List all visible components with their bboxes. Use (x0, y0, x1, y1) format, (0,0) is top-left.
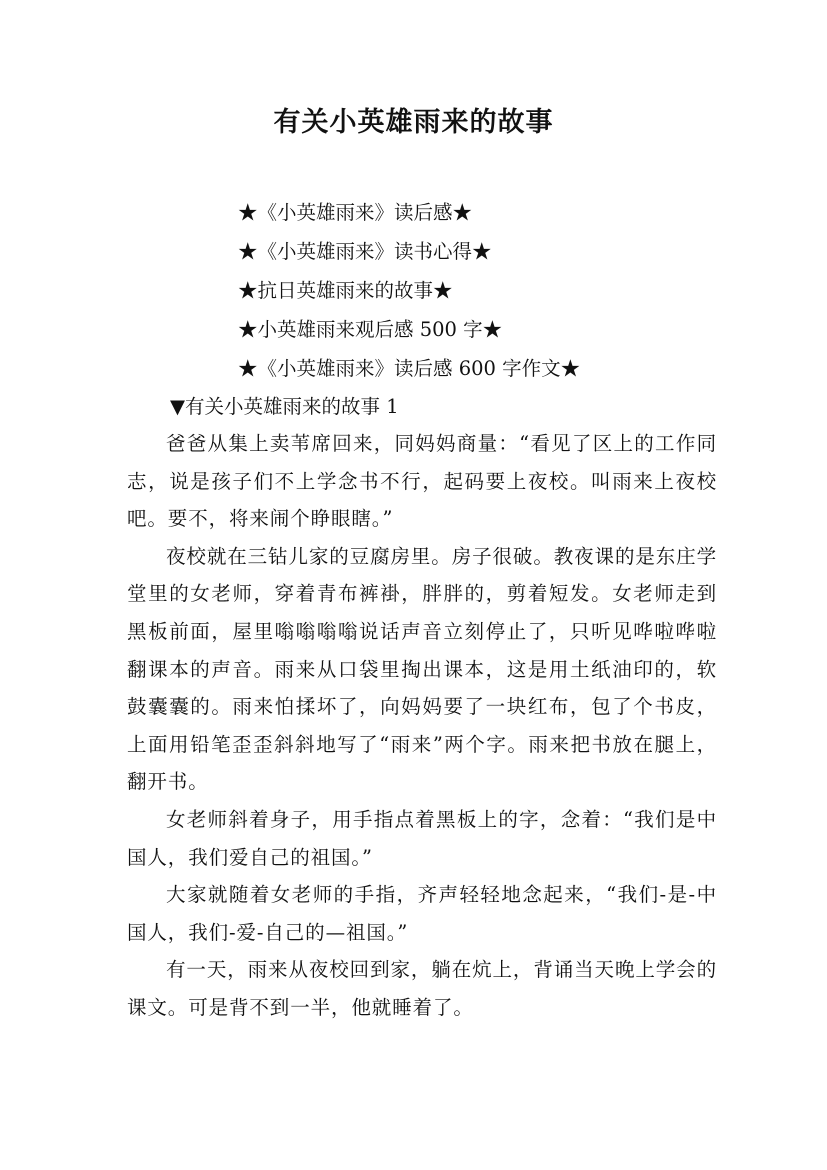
toc-link[interactable]: ★小英雄雨来观后感 500 字★ (238, 318, 503, 341)
document-title: 有关小英雄雨来的故事 (273, 107, 554, 138)
paragraph: 大家就随着女老师的手指，齐声轻轻地念起来，“我们-是-中国人，我们-爱-自己的—祖国。” (127, 883, 717, 944)
paragraph: 有一天，雨来从夜校回到家，躺在炕上，背诵当天晚上学会的课文。可是背不到一半，他就睡着了。 (127, 958, 717, 1019)
toc-item[interactable] (238, 271, 580, 310)
paragraph: 夜校就在三钻儿家的豆腐房里。房子很破。教夜课的是东庄学堂里的女老师，穿着青布裤褂，胖胖的，剪着短发。女老师走到黑板前面，屋里嗡嗡嗡嗡说话声音立刻停止了，只听见哗啦哗啦翻课本的声音。雨来从口袋里掏出课本，这是用土纸油印的，软鼓囊囊的。雨来怕揉坏了，向妈妈要了一块红布，包了个书皮，上面用铅笔歪歪斜斜地写了“雨来”两个字。雨来把书放在腿上，翻开书。 (127, 544, 717, 794)
toc-link[interactable]: ★抗日英雄雨来的故事★ (238, 279, 453, 302)
paragraph: 爸爸从集上卖苇席回来，同妈妈商量：“看见了区上的工作同志，说是孩子们不上学念书不行，起码要上夜校。叫雨来上夜校吧。要不，将来闹个睁眼瞎。” (127, 432, 717, 531)
section-heading: ▼有关小英雄雨来的故事 1 (170, 395, 399, 418)
toc-link[interactable]: ★《小英雄雨来》读后感★ (238, 201, 473, 224)
story-body (127, 425, 717, 1027)
toc-item[interactable] (238, 310, 580, 349)
toc-link[interactable]: ★《小英雄雨来》读书心得★ (238, 240, 492, 263)
toc-item[interactable] (238, 349, 580, 388)
toc-item[interactable] (238, 232, 580, 271)
table-of-contents (238, 193, 580, 388)
toc-link[interactable]: ★《小英雄雨来》读后感 600 字作文★ (238, 357, 581, 380)
toc-item[interactable] (238, 193, 580, 232)
paragraph: 女老师斜着身子，用手指点着黑板上的字，念着：“我们是中国人，我们爱自己的祖国。” (127, 807, 717, 869)
